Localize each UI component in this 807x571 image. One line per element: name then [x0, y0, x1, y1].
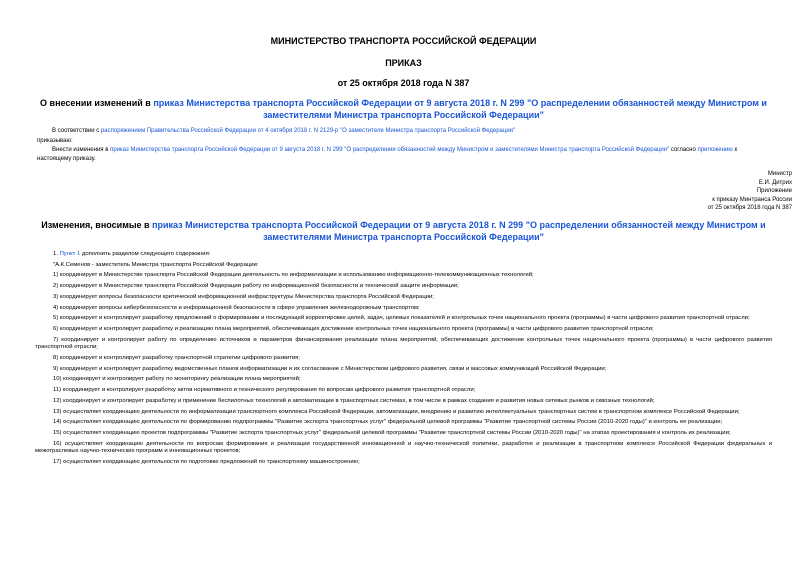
signature-position: Министр — [767, 171, 792, 177]
list-item: 1. Пункт 1 дополнить разделом следующего содержания: — [53, 251, 211, 257]
list-item: "А.К.Семенов - заместитель Министра транспорта Российской Федерации: — [53, 261, 259, 268]
list-item: 15) осуществляет координацию проектов подпрограммы "Развитие экспорта транспортных услуг" федеральной целевой программы "Развитие транспортной системы России (2010-2020 годы)" на этапах проектирования и контроль их реализации; — [53, 429, 731, 436]
list-item: 5) координирует и контролирует разработку предложений о формировании и последующей корректировке целей, задач, целевых показателей и контрольных точек национального проекта (программы) в части цифрового развития транспортной отрасли; — [53, 315, 750, 322]
list-item: 2) координирует в Министерстве транспорта Российской Федерации работу по информационной безопасности и технической защите информации; — [53, 283, 459, 290]
list-item: 4) координирует вопросы кибербезопасности и информационной безопасности в сфере управления железнодорожным транспортом; — [53, 304, 420, 311]
annex-link[interactable]: приложению — [697, 147, 733, 153]
changes-title-link[interactable]: приказ Министерства транспорта Российской Федерации от 9 августа 2018 г. N 299 "О распределении обязанностей между Министром и заместителями Министра транспорта Российской Федерации" — [152, 220, 766, 242]
order-heading: ПРИКАЗ — [385, 58, 422, 68]
list-item: 7) координирует и контролирует работу по определению источников и параметров финансирования реализации плана мероприятий, обеспечивающих достижение контрольных точек национального проекта (программы) в части цифрового развития транспортной отрасли; — [35, 336, 772, 351]
list-item: 13) осуществляет координацию деятельности по информатизации транспортного комплекса Российской Федерации, автоматизации, внедрению и развитию интеллектуальных транспортных систем в транспортном комплексе Российской Федерации; — [53, 408, 740, 415]
order-date: от 25 октября 2018 года N 387 — [337, 78, 470, 88]
list-item: 14) осуществляет координацию деятельности по формированию подпрограммы "Развитие экспорта транспортных услуг" федеральной целевой программы "Развитие транспортной системы России (2010-2020 годы)" и контроль ее реализации; — [53, 419, 723, 426]
list-item: 10) координирует и контролирует работу по мониторингу реализации плана мероприятий; — [53, 376, 301, 383]
decree-link[interactable]: распоряжением Правительства Российской Федерации от 4 октября 2018 г. N 2129-р "О заместителе Министра транспорта Российской Федерации" — [100, 128, 516, 134]
list-item: 3) координирует вопросы безопасности критической информационной инфраструктуры Министерства транспорта Российской Федерации; — [53, 293, 434, 300]
preamble3-mid: согласно — [669, 147, 698, 153]
list-item: 12) координирует и контролирует разработку и применение беспилотных технологий и автоматизации в транспортных системах, в том числе в рамках создания и развития новых сетевых рынков и сквозных технологий; — [53, 397, 655, 404]
annex-date: от 25 октября 2018 года N 387 — [707, 205, 792, 212]
list-item: 16) осуществляет координацию деятельности по вопросам формирования и реализации государственной инновационной и научно-технической политики, разработке и реализации в транспортном комплексе Российской Федерации федеральных и межотраслевых научно-технических программ и инновационных проектов; — [35, 440, 772, 455]
preamble-line-3 — [37, 146, 772, 164]
order-link[interactable]: приказ Министерства транспорта Российской Федерации от 9 августа 2018 г. N 299 "О распределении обязанностей между Министром и заместителями Министра транспорта Российской Федерации" — [110, 147, 670, 153]
clause-link[interactable]: Пункт 1 — [59, 251, 81, 257]
preamble-line-2: приказываю: — [37, 138, 73, 144]
changes-title-prefix: Изменения, вносимые в — [41, 220, 153, 230]
annex-label: Приложение — [756, 188, 792, 195]
signature-block — [708, 170, 792, 213]
preamble-line-1 — [52, 127, 782, 136]
title-prefix: О внесении изменений в — [40, 98, 154, 108]
preamble-prefix: В соответствии с — [52, 128, 101, 134]
title-link[interactable]: приказ Министерства транспорта Российской Федерации от 9 августа 2018 г. N 299 "О распределении обязанностей между Министром и заместителями Министра транспорта Российской Федерации" — [153, 98, 767, 120]
ministry-heading: МИНИСТЕРСТВО ТРАНСПОРТА РОССИЙСКОЙ ФЕДЕРАЦИИ — [270, 36, 537, 46]
changes-title — [40, 219, 767, 243]
list-item: 9) координирует и контролирует разработку ведомственных планов информатизации и их согласование с Министерством цифрового развития, связи и массовых коммуникаций Российской Федерации; — [53, 365, 607, 372]
signature-name: Е.И. Дитрих — [758, 179, 792, 186]
list-item: 6) координирует и контролирует разработку и реализацию плана мероприятий, обеспечивающих достижение контрольных точек национального проекта (программы) в части цифрового развития транспортной отрасли; — [53, 325, 654, 332]
list-item: 11) координирует и контролирует разработку актов нормативного и технического регулирования по вопросам цифрового развития транспортной отрасли; — [53, 387, 476, 394]
list-item: 1) координирует в Министерстве транспорта Российской Федерации деятельность по информатизации и использованию информационно-телекоммуникационных технологий; — [53, 272, 534, 279]
changes-list — [35, 251, 772, 470]
document-title — [40, 97, 767, 121]
preamble3-prefix: Внести изменения в — [52, 147, 111, 153]
annex-to: к приказу Минтранса России — [712, 196, 792, 203]
list-item: 8) координирует и контролирует разработку транспортной стратегии цифрового развития; — [53, 355, 300, 362]
preamble3-suffix: к настоящему приказу. — [37, 147, 738, 162]
list-item: 17) осуществляет координацию деятельности по подготовке предложений по транспортному машиностроению; — [53, 459, 360, 466]
